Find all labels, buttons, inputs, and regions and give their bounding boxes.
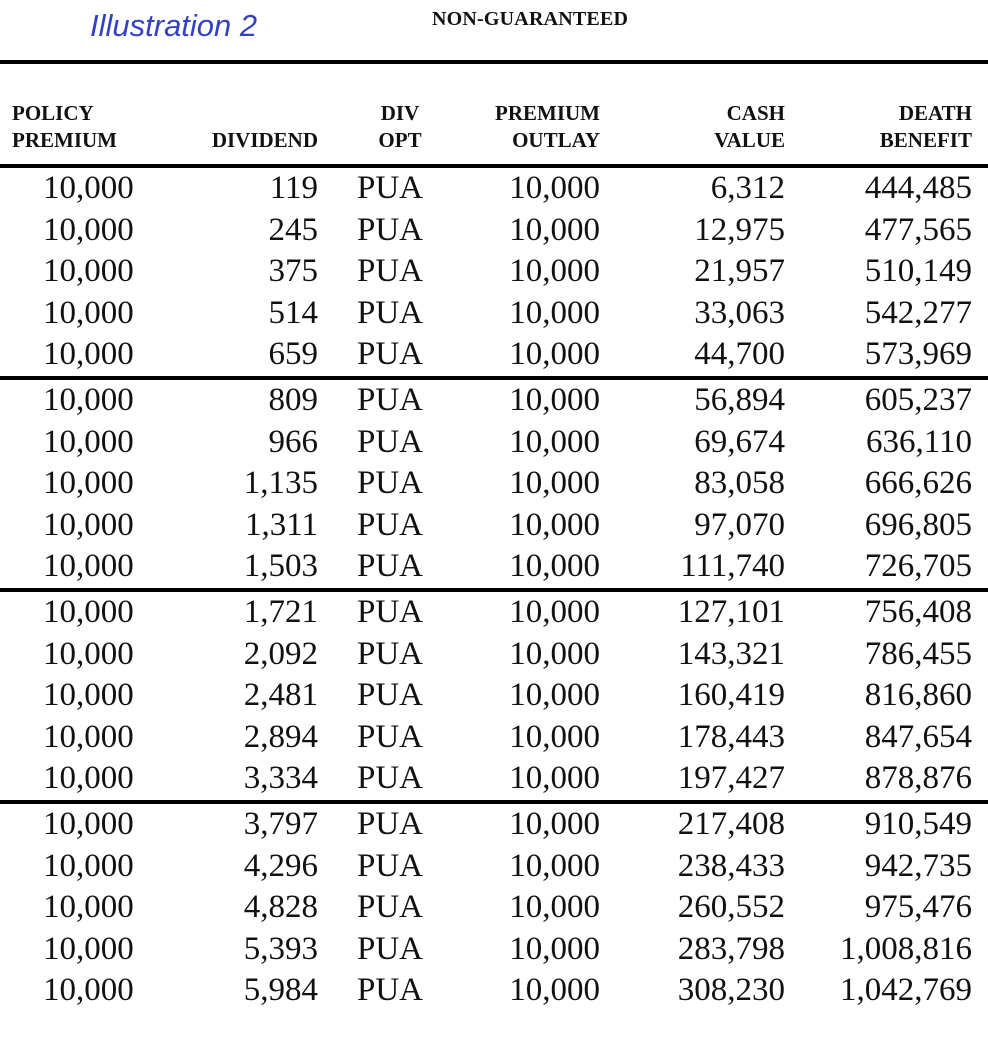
table-row [0, 168, 988, 210]
div-opt-cell: PUA [357, 972, 424, 1009]
premium-outlay-cell: 10,000 [509, 594, 600, 630]
div-opt-cell: PUA [357, 211, 424, 248]
death-benefit-cell: 510,149 [864, 253, 972, 290]
dividend-cell: 1,311 [244, 506, 318, 543]
dividend-cell: 1,721 [243, 594, 318, 630]
policy-premium-cell: 10,000 [43, 594, 134, 630]
row-group [0, 804, 988, 1012]
header-text: PREMIUM [12, 128, 117, 152]
header-text: DIVIDEND [211, 128, 318, 152]
div-opt-cell: PUA [357, 760, 424, 797]
header-text: BENEFIT [879, 128, 972, 152]
table-row [0, 546, 988, 588]
death-benefit-cell: 910,549 [864, 806, 972, 842]
div-opt-cell: PUA [357, 170, 424, 206]
cash-value-cell: 111,740 [680, 548, 785, 585]
premium-outlay-cell: 10,000 [509, 506, 600, 543]
policy-premium-cell: 10,000 [43, 336, 134, 373]
policy-premium-cell: 10,000 [43, 972, 134, 1009]
cash-value-cell: 308,230 [677, 972, 785, 1009]
death-benefit-cell: 477,565 [864, 211, 972, 248]
header-text: OUTLAY [512, 128, 600, 152]
cash-value-cell: 217,408 [677, 806, 785, 842]
table-row [0, 758, 988, 800]
top-rule [0, 60, 988, 64]
header-policy-premium [12, 100, 117, 154]
premium-outlay-cell: 10,000 [509, 170, 600, 206]
policy-premium-cell: 10,000 [43, 211, 134, 248]
cash-value-cell: 178,443 [677, 718, 785, 755]
policy-premium-cell: 10,000 [43, 506, 134, 543]
death-benefit-cell: 444,485 [864, 170, 972, 206]
table-row [0, 846, 988, 888]
premium-outlay-cell: 10,000 [509, 889, 600, 926]
death-benefit-cell: 605,237 [864, 382, 972, 418]
table-row [0, 422, 988, 464]
div-opt-cell: PUA [357, 806, 424, 842]
table-row [0, 463, 988, 505]
policy-premium-cell: 10,000 [43, 635, 134, 672]
dividend-cell: 5,393 [243, 930, 318, 967]
premium-outlay-cell: 10,000 [509, 972, 600, 1009]
death-benefit-cell: 975,476 [864, 889, 972, 926]
cash-value-cell: 97,070 [694, 506, 785, 543]
div-opt-cell: PUA [357, 847, 424, 884]
dividend-cell: 1,135 [243, 465, 318, 502]
header-dividend [212, 127, 318, 154]
dividend-cell: 2,092 [243, 635, 318, 672]
cash-value-cell: 33,063 [694, 294, 785, 331]
death-benefit-cell: 542,277 [864, 294, 972, 331]
header-text: DIV [380, 101, 420, 125]
premium-outlay-cell: 10,000 [509, 930, 600, 967]
dividend-cell: 1,503 [243, 548, 318, 585]
header-text: OPT [378, 128, 422, 152]
table-row [0, 210, 988, 252]
cash-value-cell: 260,552 [677, 889, 785, 926]
row-group [0, 592, 988, 804]
cash-value-cell: 21,957 [694, 253, 785, 290]
div-opt-cell: PUA [357, 423, 424, 460]
premium-outlay-cell: 10,000 [509, 253, 600, 290]
cash-value-cell: 69,674 [694, 423, 785, 460]
policy-premium-cell: 10,000 [43, 465, 134, 502]
table-row [0, 929, 988, 971]
dividend-cell: 5,984 [243, 972, 318, 1009]
policy-premium-cell: 10,000 [43, 382, 134, 418]
table-row [0, 293, 988, 335]
dividend-cell: 375 [268, 253, 318, 290]
table-row [0, 970, 988, 1012]
dividend-cell: 2,481 [243, 677, 318, 714]
dividend-cell: 659 [268, 336, 318, 373]
row-group [0, 380, 988, 592]
death-benefit-cell: 942,735 [864, 847, 972, 884]
header-premium-outlay [495, 100, 600, 154]
div-opt-cell: PUA [357, 930, 424, 967]
dividend-cell: 4,296 [243, 847, 318, 884]
table-caption: NON-GUARANTEED [432, 8, 629, 30]
cash-value-cell: 160,419 [677, 677, 785, 714]
cash-value-cell: 238,433 [677, 847, 785, 884]
div-opt-cell: PUA [357, 382, 424, 418]
premium-outlay-cell: 10,000 [509, 465, 600, 502]
policy-premium-cell: 10,000 [43, 677, 134, 714]
premium-outlay-cell: 10,000 [509, 336, 600, 373]
policy-premium-cell: 10,000 [43, 423, 134, 460]
death-benefit-cell: 756,408 [864, 594, 972, 630]
dividend-cell: 2,894 [243, 718, 318, 755]
div-opt-cell: PUA [357, 506, 424, 543]
table-row [0, 505, 988, 547]
illustration-title: Illustration 2 [90, 8, 258, 43]
policy-premium-cell: 10,000 [43, 889, 134, 926]
cash-value-cell: 12,975 [694, 211, 785, 248]
dividend-cell: 809 [268, 382, 318, 418]
premium-outlay-cell: 10,000 [509, 635, 600, 672]
div-opt-cell: PUA [357, 677, 424, 714]
policy-premium-cell: 10,000 [43, 253, 134, 290]
dividend-cell: 119 [269, 170, 318, 206]
death-benefit-cell: 1,008,816 [840, 930, 972, 967]
div-opt-cell: PUA [357, 294, 424, 331]
death-benefit-cell: 573,969 [864, 336, 972, 373]
death-benefit-cell: 696,805 [864, 506, 972, 543]
premium-outlay-cell: 10,000 [509, 760, 600, 797]
header-text: DEATH [898, 101, 972, 125]
div-opt-cell: PUA [357, 635, 424, 672]
dividend-cell: 966 [268, 423, 318, 460]
cash-value-cell: 283,798 [677, 930, 785, 967]
policy-premium-cell: 10,000 [43, 806, 134, 842]
death-benefit-cell: 786,455 [864, 635, 972, 672]
cash-value-cell: 127,101 [677, 594, 785, 630]
cash-value-cell: 56,894 [694, 382, 785, 418]
header-text: CASH [726, 101, 785, 125]
death-benefit-cell: 847,654 [864, 718, 972, 755]
death-benefit-cell: 666,626 [864, 465, 972, 502]
table-row [0, 804, 988, 846]
dividend-cell: 4,828 [243, 889, 318, 926]
policy-premium-cell: 10,000 [43, 847, 134, 884]
table-row [0, 334, 988, 376]
policy-premium-cell: 10,000 [43, 760, 134, 797]
div-opt-cell: PUA [357, 465, 424, 502]
premium-outlay-cell: 10,000 [509, 211, 600, 248]
dividend-cell: 3,797 [243, 806, 318, 842]
policy-premium-cell: 10,000 [43, 930, 134, 967]
cash-value-cell: 143,321 [677, 635, 785, 672]
header-text: POLICY [12, 101, 94, 125]
cash-value-cell: 6,312 [710, 170, 785, 206]
policy-premium-cell: 10,000 [43, 548, 134, 585]
table-row [0, 380, 988, 422]
div-opt-cell: PUA [357, 253, 424, 290]
table-row [0, 251, 988, 293]
cash-value-cell: 44,700 [694, 336, 785, 373]
dividend-cell: 514 [268, 294, 318, 331]
premium-outlay-cell: 10,000 [509, 847, 600, 884]
table-row [0, 634, 988, 676]
header-cash-value [714, 100, 785, 154]
cash-value-cell: 197,427 [677, 760, 785, 797]
header-div-opt [355, 100, 445, 154]
premium-outlay-cell: 10,000 [509, 677, 600, 714]
div-opt-cell: PUA [357, 889, 424, 926]
table-row [0, 592, 988, 634]
premium-outlay-cell: 10,000 [509, 423, 600, 460]
premium-outlay-cell: 10,000 [509, 548, 600, 585]
table-row [0, 717, 988, 759]
policy-premium-cell: 10,000 [43, 294, 134, 331]
table-row [0, 675, 988, 717]
policy-premium-cell: 10,000 [43, 718, 134, 755]
header-text: PREMIUM [495, 101, 600, 125]
header-death-benefit [880, 100, 972, 154]
div-opt-cell: PUA [357, 336, 424, 373]
death-benefit-cell: 816,860 [864, 677, 972, 714]
div-opt-cell: PUA [357, 594, 424, 630]
row-group [0, 168, 988, 380]
death-benefit-cell: 1,042,769 [840, 972, 972, 1009]
dividend-cell: 3,334 [243, 760, 318, 797]
policy-premium-cell: 10,000 [43, 170, 134, 206]
premium-outlay-cell: 10,000 [509, 382, 600, 418]
illustration-table-body [0, 168, 988, 1012]
div-opt-cell: PUA [357, 718, 424, 755]
premium-outlay-cell: 10,000 [509, 294, 600, 331]
death-benefit-cell: 726,705 [864, 548, 972, 585]
table-row [0, 887, 988, 929]
premium-outlay-cell: 10,000 [509, 806, 600, 842]
death-benefit-cell: 636,110 [865, 423, 972, 460]
cash-value-cell: 83,058 [694, 465, 785, 502]
dividend-cell: 245 [268, 211, 318, 248]
header-text: VALUE [714, 128, 785, 152]
premium-outlay-cell: 10,000 [509, 718, 600, 755]
death-benefit-cell: 878,876 [864, 760, 972, 797]
div-opt-cell: PUA [357, 548, 424, 585]
